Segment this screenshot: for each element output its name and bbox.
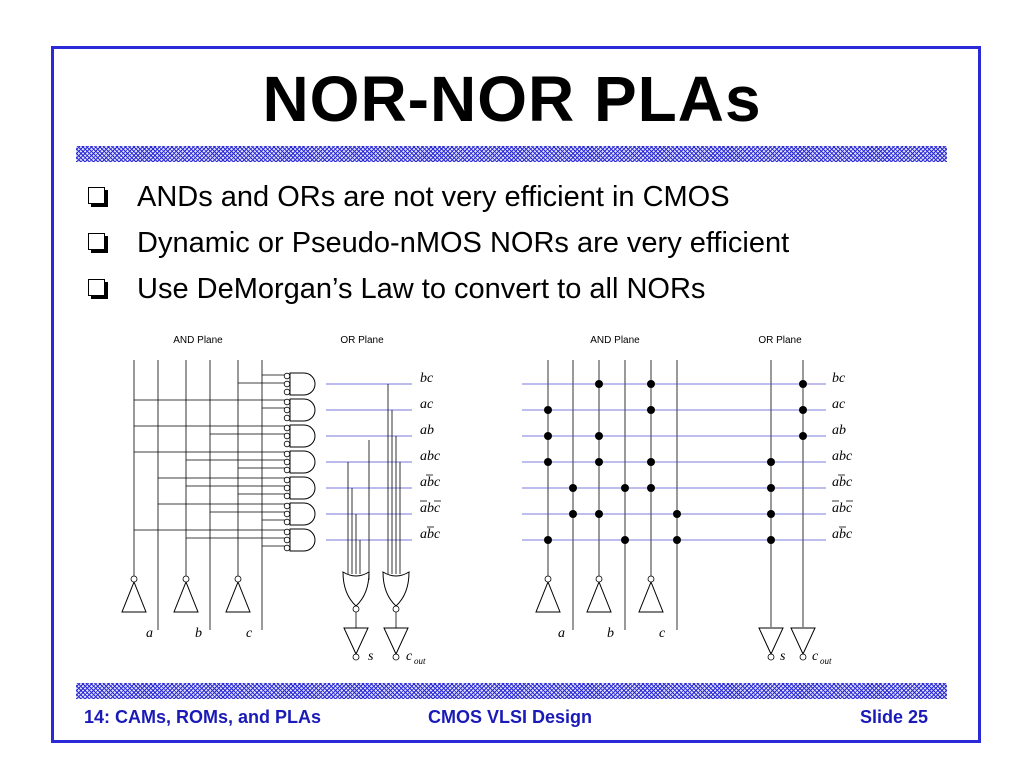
or-plane-label: OR Plane [758, 335, 802, 346]
footer-course: CMOS VLSI Design [428, 707, 593, 727]
product-term-label: ac [832, 397, 846, 412]
and-gate-column [284, 373, 315, 551]
and-plane-label: AND Plane [173, 335, 223, 346]
product-term-label: bc [420, 371, 434, 386]
input-label: b [607, 626, 614, 641]
right-pla-diagram [522, 335, 853, 666]
and-plane-label: AND Plane [590, 335, 640, 346]
output-label: c [406, 649, 413, 664]
input-label: c [246, 626, 253, 641]
footer-slide-number: Slide 25 [860, 707, 929, 727]
slide-title: NOR-NOR PLAs [262, 63, 762, 135]
product-term-label: ab [420, 423, 434, 438]
bullet-text: ANDs and ORs are not very efficient in CMOS [137, 180, 730, 213]
product-term-label: ab [832, 423, 846, 438]
product-term-label: abc [420, 449, 441, 464]
input-label: b [195, 626, 202, 641]
product-term-label: abc [832, 527, 853, 542]
input-label: c [659, 626, 666, 641]
output-subscript: out [414, 656, 426, 666]
product-term-label: abc [420, 527, 441, 542]
product-term-label: bc [832, 371, 846, 386]
input-label: a [146, 626, 153, 641]
or-plane-label: OR Plane [340, 335, 384, 346]
product-term-label: abc [832, 449, 853, 464]
bottom-divider [76, 683, 947, 699]
product-term-label: abc [420, 501, 441, 516]
product-term-label: ac [420, 397, 434, 412]
footer-chapter: 14: CAMs, ROMs, and PLAs [84, 707, 322, 727]
bullet-text: Use DeMorgan’s Law to convert to all NORs [137, 272, 706, 305]
product-term-label: abc [832, 501, 853, 516]
bullet-text: Dynamic or Pseudo-nMOS NORs are very efficient [137, 226, 790, 259]
output-label: s [780, 649, 786, 664]
output-label: s [368, 649, 374, 664]
product-term-label: abc [832, 475, 853, 490]
output-label: c [812, 649, 819, 664]
input-label: a [558, 626, 565, 641]
output-subscript: out [820, 656, 832, 666]
left-pla-diagram [122, 335, 441, 666]
product-term-label: abc [420, 475, 441, 490]
